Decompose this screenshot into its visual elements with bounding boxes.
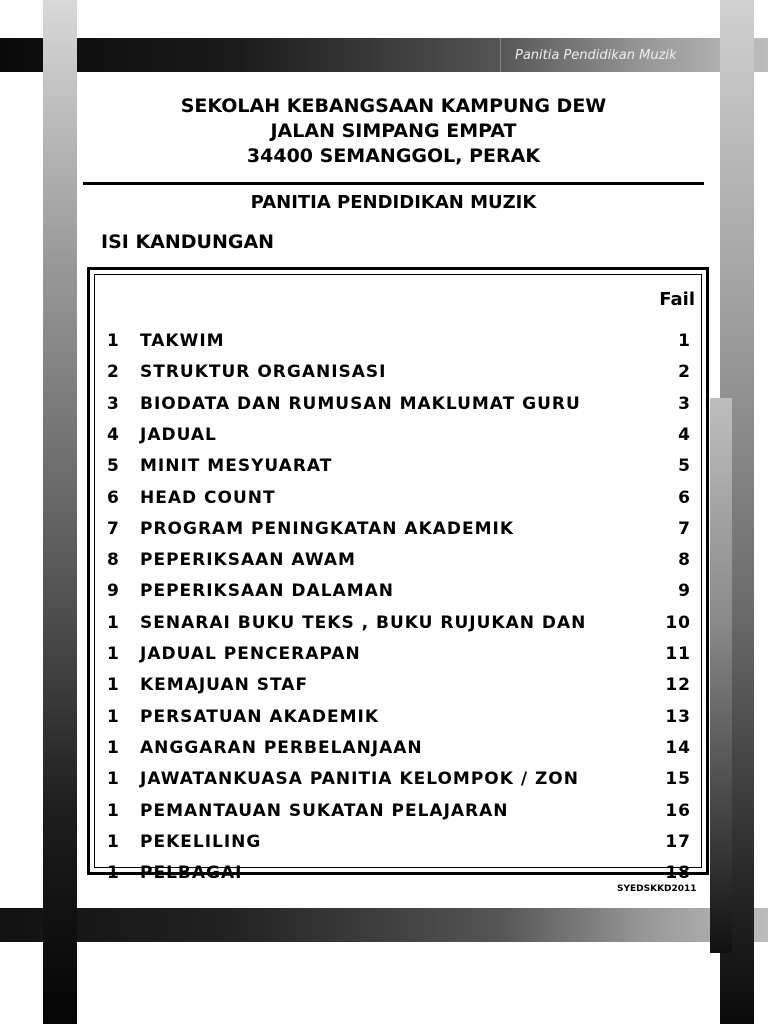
- toc-item-fail: 3: [678, 393, 691, 414]
- toc-row: [95, 331, 701, 351]
- toc-item-fail: 13: [665, 706, 691, 727]
- toc-row: [95, 800, 701, 821]
- school-address: [77, 94, 710, 169]
- toc-item-number: 1: [107, 831, 120, 852]
- toc-item-number: 1: [107, 644, 120, 664]
- toc-row: [95, 769, 701, 790]
- toc-row: [95, 831, 701, 852]
- toc-item-number: 1: [107, 863, 120, 884]
- panitia-title: PANITIA PENDIDIKAN MUZIK: [250, 192, 537, 213]
- toc-row: [95, 393, 701, 414]
- toc-item-title: JADUAL PENCERAPAN: [140, 644, 361, 664]
- toc-item-title: JAWATANKUASA PANITIA KELOMPOK / ZON: [140, 769, 579, 790]
- toc-table: [87, 267, 709, 884]
- toc-row: [95, 487, 701, 508]
- toc-item-fail: 5: [678, 456, 691, 477]
- toc-item-number: 7: [107, 518, 120, 539]
- toc-item-title: PELBAGAI: [140, 863, 243, 884]
- right-inner-decorative-bar: [710, 398, 732, 953]
- toc-item-number: 3: [107, 393, 120, 414]
- toc-item-title: HEAD COUNT: [140, 487, 276, 508]
- toc-item-title: STRUKTUR ORGANISASI: [140, 362, 387, 383]
- toc-row: [95, 518, 701, 539]
- toc-item-number: 1: [107, 706, 120, 727]
- toc-item-number: 1: [107, 612, 120, 633]
- header-tag: Panitia Pendidikan Muzik: [500, 38, 710, 72]
- toc-row: [95, 456, 701, 477]
- school-name: SEKOLAH KEBANGSAAN KAMPUNG DEW: [180, 95, 607, 117]
- toc-item-number: 1: [107, 769, 120, 790]
- toc-row: [95, 612, 701, 633]
- toc-item-title: PROGRAM PENINGKATAN AKADEMIK: [140, 518, 515, 539]
- school-postcode-city: 34400 SEMANGGOL, PERAK: [246, 145, 541, 167]
- toc-row: [95, 581, 701, 602]
- toc-item-number: 1: [107, 675, 120, 696]
- toc-item-title: PEMANTAUAN SUKATAN PELAJARAN: [140, 800, 509, 821]
- toc-row: [95, 424, 701, 445]
- toc-item-fail: 4: [678, 424, 691, 445]
- toc-item-number: 1: [107, 800, 120, 821]
- bottom-decorative-band: [0, 908, 768, 942]
- toc-item-title: PEPERIKSAAN AWAM: [140, 550, 356, 571]
- toc-item-fail: 16: [665, 800, 691, 821]
- footer-code: SYEDSKKD2011: [617, 884, 697, 894]
- toc-item-fail: 10: [665, 612, 691, 633]
- left-decorative-bar: [43, 0, 77, 1024]
- toc-item-fail: 2: [678, 362, 691, 383]
- toc-item-number: 1: [107, 737, 120, 758]
- toc-row: [95, 644, 701, 664]
- toc-item-title: TAKWIM: [140, 331, 225, 351]
- toc-item-number: 5: [107, 456, 120, 477]
- toc-item-fail: 14: [665, 737, 691, 758]
- school-street: JALAN SIMPANG EMPAT: [270, 120, 517, 142]
- toc-item-fail: 9: [678, 581, 691, 602]
- toc-item-fail: 7: [678, 518, 691, 539]
- header-divider: [83, 182, 704, 185]
- toc-item-title: JADUAL: [140, 424, 217, 445]
- toc-item-title: PERSATUAN AKADEMIK: [140, 706, 380, 727]
- toc-item-title: ANGGARAN PERBELANJAAN: [140, 737, 423, 758]
- document-page: [77, 72, 710, 908]
- toc-item-number: 1: [107, 331, 120, 351]
- toc-item-title: SENARAI BUKU TEKS , BUKU RUJUKAN DAN: [140, 612, 587, 633]
- toc-row: [95, 863, 701, 884]
- toc-row: [95, 737, 701, 758]
- toc-item-fail: 11: [665, 644, 691, 664]
- toc-row: [95, 362, 701, 383]
- toc-item-fail: 18: [665, 863, 691, 884]
- toc-item-number: 9: [107, 581, 120, 602]
- toc-title: ISI KANDUNGAN: [101, 231, 275, 253]
- toc-item-number: 4: [107, 424, 120, 445]
- toc-item-fail: 15: [665, 769, 691, 790]
- toc-item-title: PEPERIKSAAN DALAMAN: [140, 581, 394, 602]
- toc-item-number: 6: [107, 487, 120, 508]
- toc-item-fail: 6: [678, 487, 691, 508]
- toc-item-number: 2: [107, 362, 120, 383]
- toc-item-fail: 1: [678, 331, 691, 351]
- toc-item-title: KEMAJUAN STAF: [140, 675, 309, 696]
- fail-column-header: Fail: [659, 289, 695, 310]
- toc-item-fail: 8: [678, 550, 691, 571]
- toc-item-title: MINIT MESYUARAT: [140, 456, 333, 477]
- toc-item-title: PEKELILING: [140, 831, 262, 852]
- toc-item-number: 8: [107, 550, 120, 571]
- toc-inner-border: [94, 274, 702, 884]
- toc-row: [95, 675, 701, 696]
- toc-row: [95, 550, 701, 571]
- toc-item-fail: 17: [665, 831, 691, 852]
- toc-row: [95, 706, 701, 727]
- toc-item-fail: 12: [665, 675, 691, 696]
- toc-item-title: BIODATA DAN RUMUSAN MAKLUMAT GURU: [140, 393, 581, 414]
